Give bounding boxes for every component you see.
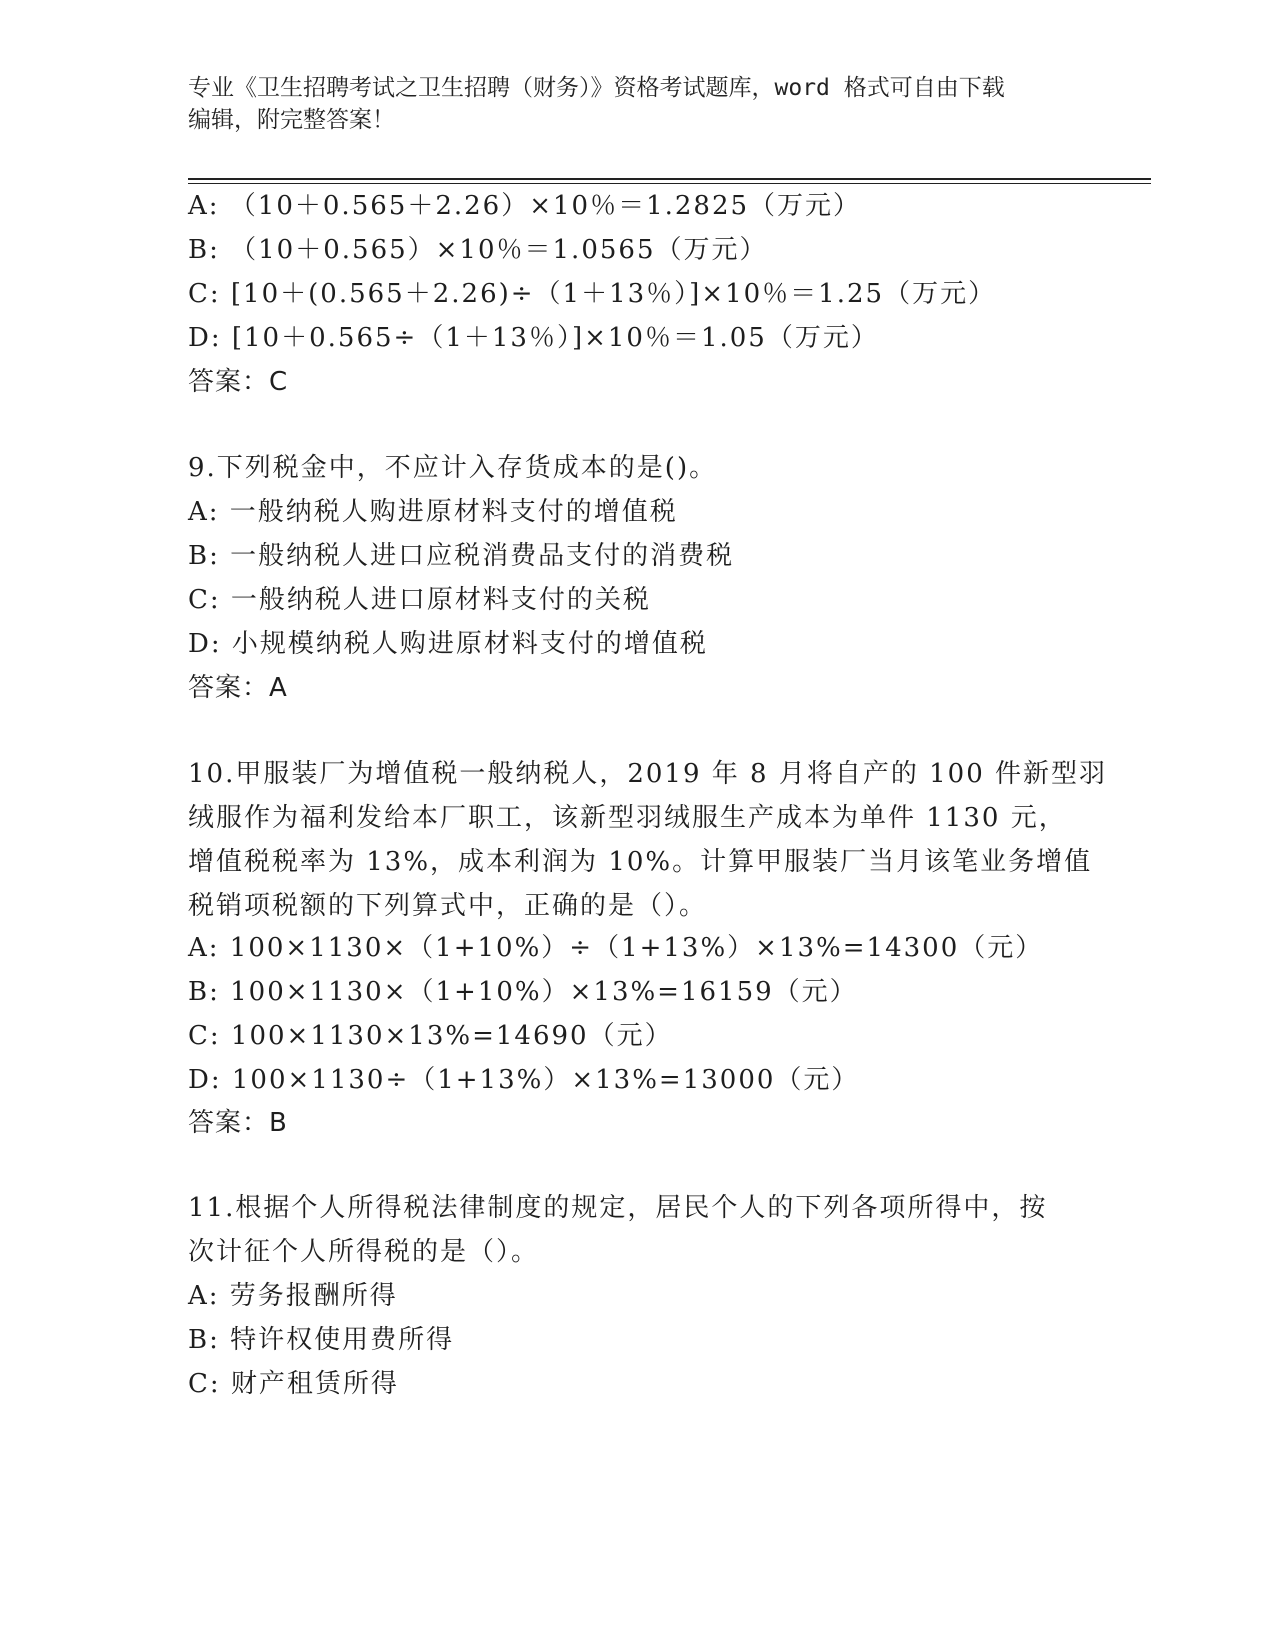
q8-option-c: C: [10＋(0.565＋2.26)÷（1＋13％）]×10％＝1.25（万元） — [188, 279, 997, 309]
q8-option-a: A: （10＋0.565＋2.26）×10％＝1.2825（万元） — [188, 191, 862, 221]
q9-option-c: C: 一般纳税人进口原材料支付的关税 — [188, 585, 651, 615]
q9-option-d: D: 小规模纳税人购进原材料支付的增值税 — [188, 629, 708, 659]
q10-question-line-3: 增值税税率为 13%，成本利润为 10%。计算甲服装厂当月该笔业务增值 — [188, 847, 1093, 877]
header-line-1: 专业《卫生招聘考试之卫生招聘（财务）》资格考试题库，word 格式可自由下载 — [188, 75, 1005, 101]
q11-question-line-1: 11.根据个人所得税法律制度的规定，居民个人的下列各项所得中，按 — [188, 1193, 1048, 1223]
q10-option-b: B: 100×1130×（1+10%）×13%=16159（元） — [188, 977, 858, 1007]
q9-option-a: A: 一般纳税人购进原材料支付的增值税 — [188, 497, 678, 527]
q11-option-c: C: 财产租赁所得 — [188, 1369, 399, 1399]
header-divider — [188, 178, 1151, 180]
q10-question-line-2: 绒服作为福利发给本厂职工，该新型羽绒服生产成本为单件 1130 元， — [188, 803, 1067, 833]
q9-answer: 答案：A — [188, 673, 288, 703]
q8-option-d: D: [10＋0.565÷（1＋13％）]×10％＝1.05（万元） — [188, 323, 879, 353]
q9-question: 9.下列税金中，不应计入存货成本的是()。 — [188, 453, 718, 483]
q8-answer: 答案：C — [188, 367, 289, 397]
q10-question-line-4: 税销项税额的下列算式中，正确的是（）。 — [188, 891, 708, 921]
q10-option-a: A: 100×1130×（1+10%）÷（1+13%）×13%=14300（元） — [188, 933, 1044, 963]
q9-option-b: B: 一般纳税人进口应税消费品支付的消费税 — [188, 541, 735, 571]
q10-question-line-1: 10.甲服装厂为增值税一般纳税人，2019 年 8 月将自产的 100 件新型羽 — [188, 759, 1108, 789]
q11-option-a: A: 劳务报酬所得 — [188, 1281, 398, 1311]
q10-answer: 答案：B — [188, 1108, 288, 1138]
header-line-2: 编辑，附完整答案！ — [188, 107, 395, 133]
header-divider-thin — [188, 183, 1151, 184]
q10-option-c: C: 100×1130×13%=14690（元） — [188, 1021, 673, 1051]
q8-option-b: B: （10＋0.565）×10％＝1.0565（万元） — [188, 235, 768, 265]
q11-question-line-2: 次计征个人所得税的是（）。 — [188, 1237, 540, 1267]
q10-option-d: D: 100×1130÷（1+13%）×13%=13000（元） — [188, 1065, 860, 1095]
document-header — [188, 72, 1088, 136]
q11-option-b: B: 特许权使用费所得 — [188, 1325, 455, 1355]
